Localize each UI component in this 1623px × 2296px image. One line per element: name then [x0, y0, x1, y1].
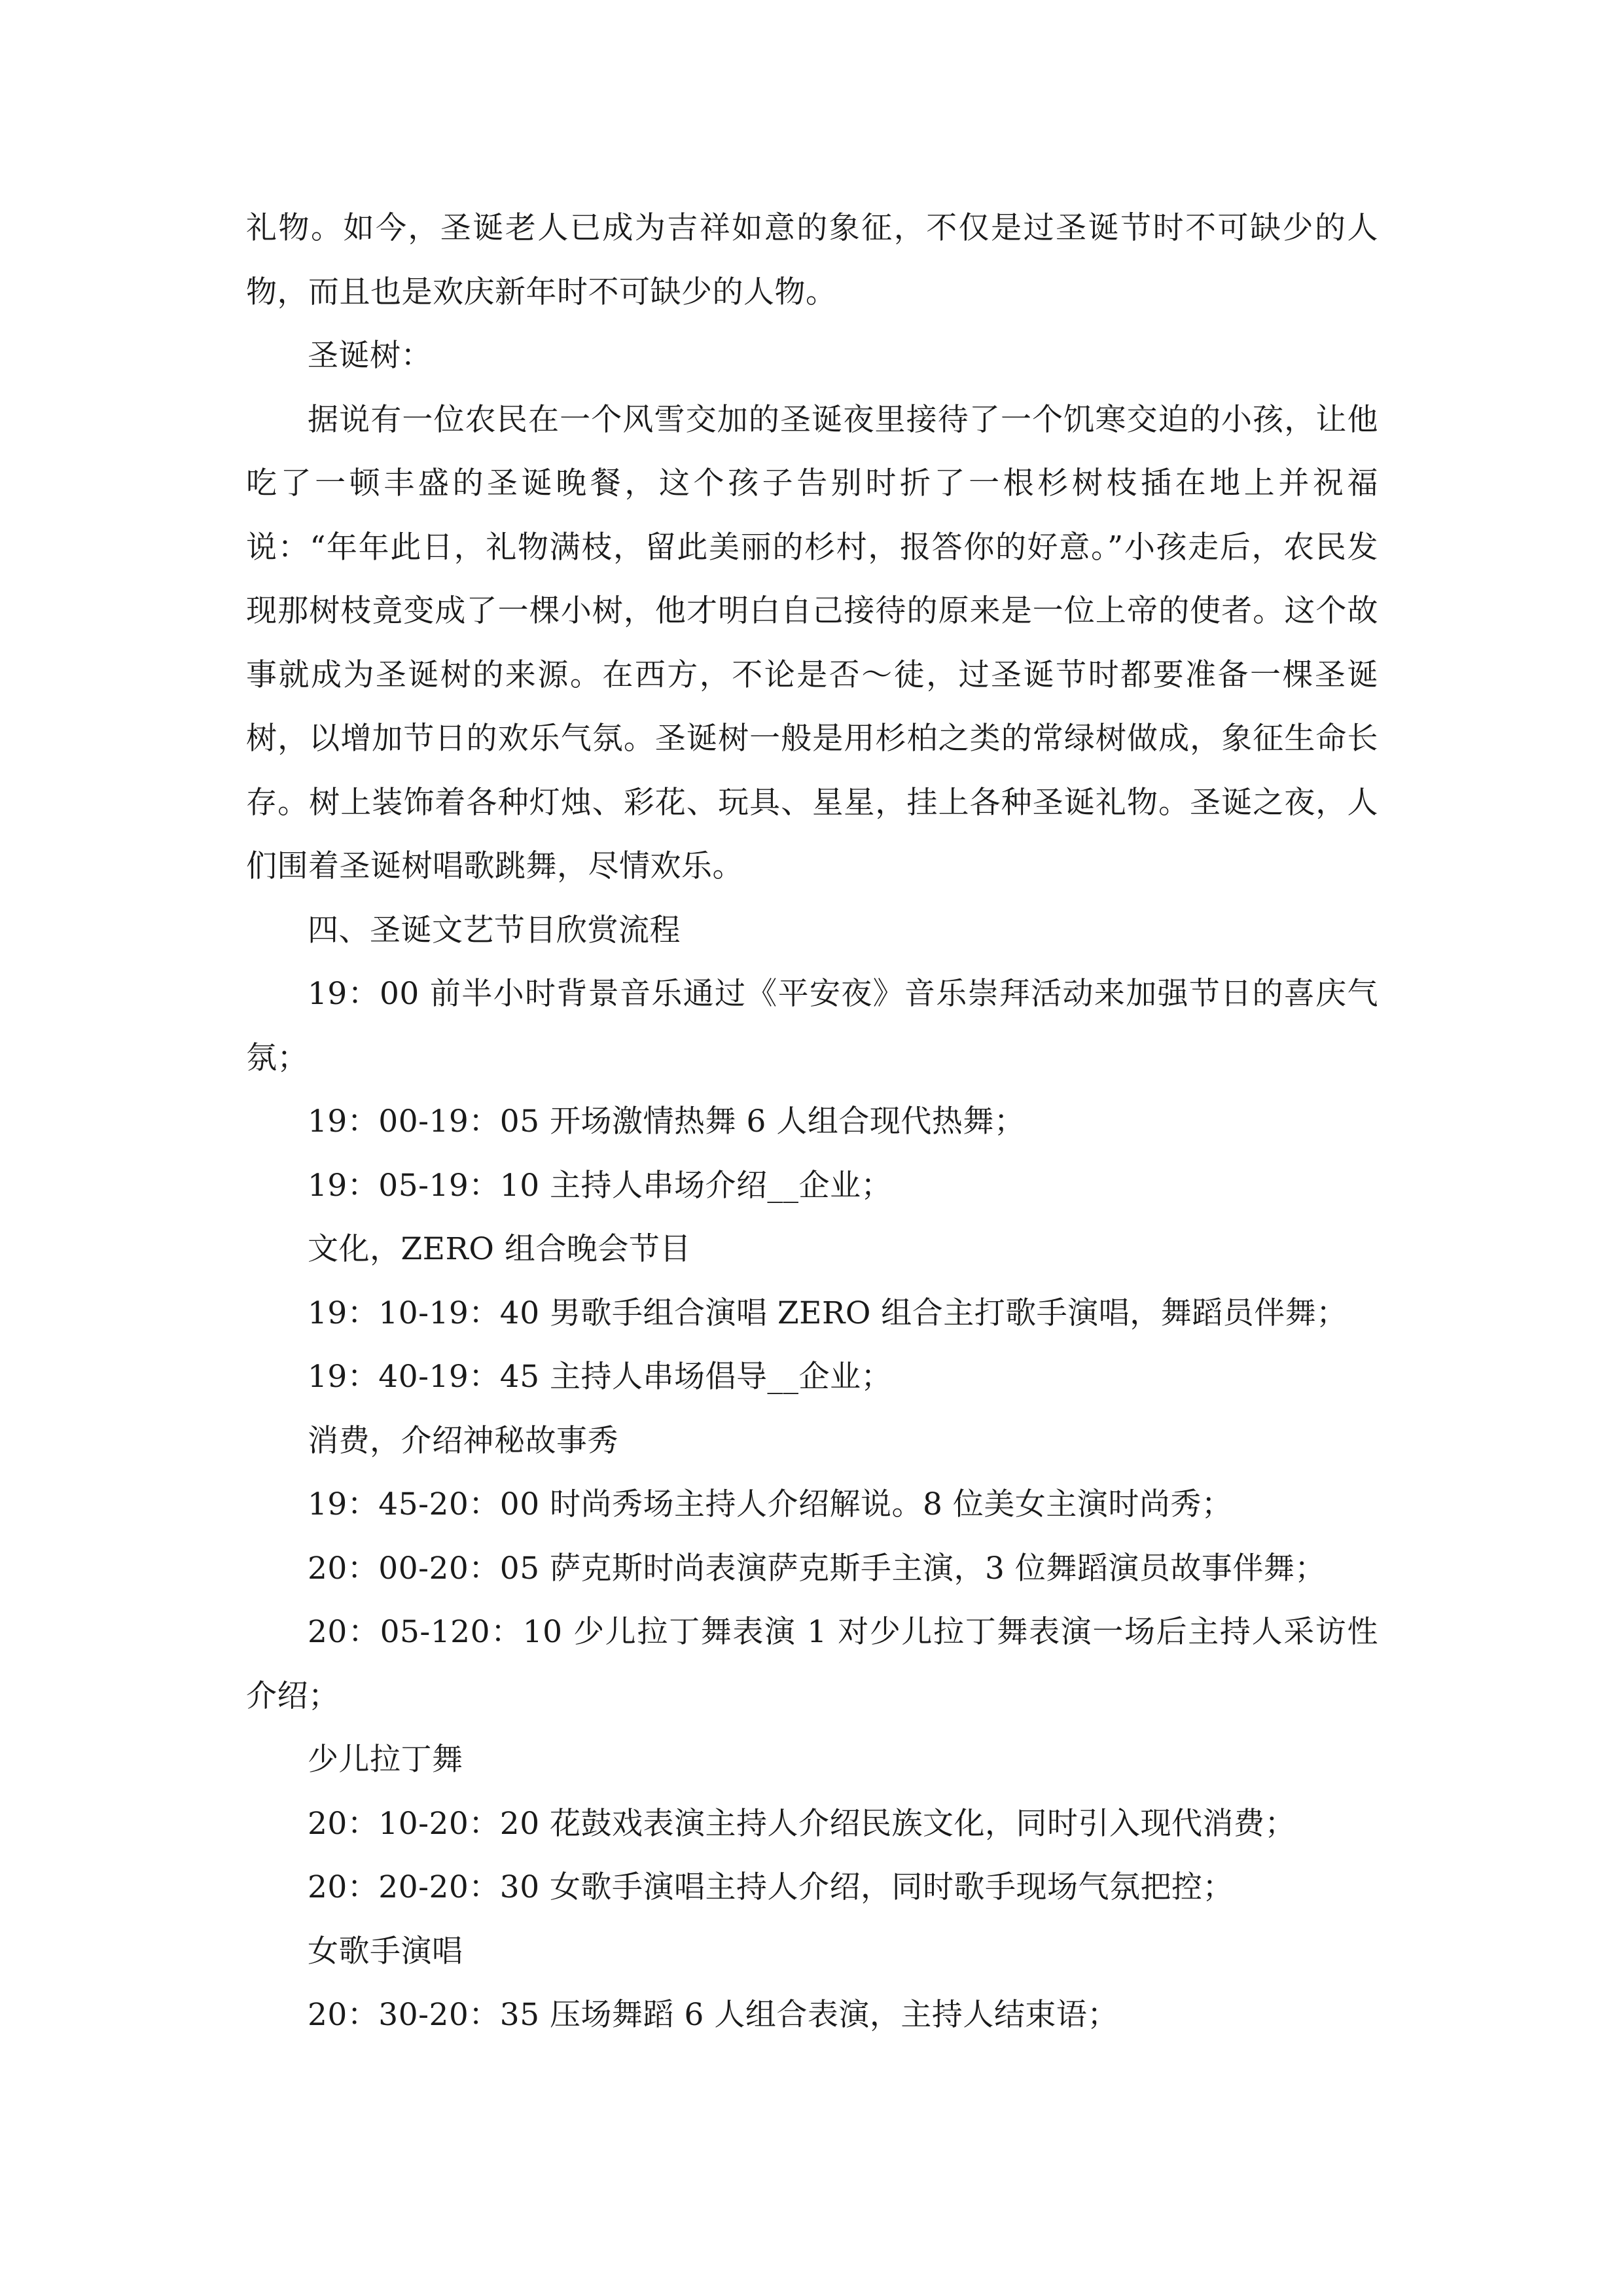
schedule-item: 19：10-19：40 男歌手组合演唱 ZERO 组合主打歌手演唱，舞蹈员伴舞； [308, 1295, 1347, 1331]
schedule-item: 19：05-19：10 主持人串场介绍__企业； [308, 1167, 893, 1204]
schedule-note: 少儿拉丁舞 [308, 1742, 463, 1778]
section-heading-program-flow: 四、圣诞文艺节目欣赏流程 [308, 912, 681, 948]
schedule-note: 女歌手演唱 [308, 1933, 463, 1969]
document-body [246, 196, 1378, 2047]
paragraph-continuation: 礼物。如今，圣诞老人已成为吉祥如意的象征，不仅是过圣诞节时不可缺少的人物，而且也是欢庆新年时不可缺少的人物。 [246, 210, 1378, 310]
schedule-note: 消费，介绍神秘故事秀 [308, 1422, 618, 1459]
schedule-item: 19：45-20：00 时尚秀场主持人介绍解说。8 位美女主演时尚秀； [308, 1486, 1233, 1522]
paragraph-christmas-tree-story: 据说有一位农民在一个风雪交加的圣诞夜里接待了一个饥寒交迫的小孩，让他吃了一顿丰盛的圣诞晚餐，这个孩子告别时折了一根杉树枝插在地上并祝福说：“年年此日，礼物满枝，留此美丽的杉村，报答你的好意。”小孩走后，农民发现那树枝竟变成了一棵小树，他才明白自己接待的原来是一位上帝的使者。这个故事就成为圣诞树的来源。在西方，不论是否～徒，过圣诞节时都要准备一棵圣诞树，以增加节日的欢乐气氛。圣诞树一般是用杉柏之类的常绿树做成，象征生命长存。树上装饰着各种灯烛、彩花、玩具、星星，挂上各种圣诞礼物。圣诞之夜，人们围着圣诞树唱歌跳舞，尽情欢乐。 [246, 401, 1378, 884]
schedule-item: 20：20-20：30 女歌手演唱主持人介绍，同时歌手现场气氛把控； [308, 1869, 1234, 1905]
schedule-note: 文化，ZERO 组合晚会节目 [308, 1231, 691, 1267]
section-heading-christmas-tree: 圣诞树： [308, 338, 432, 374]
schedule-item: 19：00 前半小时背景音乐通过《平安夜》音乐崇拜活动来加强节日的喜庆气氛； [246, 976, 1378, 1076]
schedule-item: 20：05-120：10 少儿拉丁舞表演 1 对少儿拉丁舞表演一场后主持人采访性介绍； [246, 1614, 1378, 1714]
schedule-item: 20：30-20：35 压场舞蹈 6 人组合表演，主持人结束语； [308, 1997, 1118, 2033]
schedule-item: 20：00-20：05 萨克斯时尚表演萨克斯手主演，3 位舞蹈演员故事伴舞； [308, 1550, 1326, 1587]
schedule-item: 19：00-19：05 开场激情热舞 6 人组合现代热舞； [308, 1103, 1026, 1139]
schedule-item: 20：10-20：20 花鼓戏表演主持人介绍民族文化，同时引入现代消费； [308, 1805, 1296, 1842]
schedule-item: 19：40-19：45 主持人串场倡导__企业； [308, 1359, 893, 1395]
